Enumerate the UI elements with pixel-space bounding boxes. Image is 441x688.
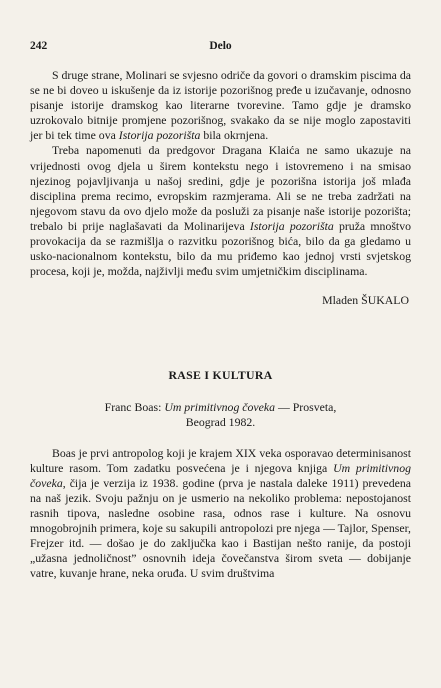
book-citation: Franc Boas: Um primitivnog čoveka — Prosveta,	[104, 399, 337, 414]
paragraph-3: Boas je prvi antropolog koji je krajem XIX veka osporavao determinisanost kulture rasom. Tom zadatku posvećena je i njegova knjiga Um primitivnog čoveka, čija je verzija iz 1938. godine (prva je nastala daleke 1911) prevedena na naš jezik. Svoju pažnju on je usmerio na nekoliko problema: nepostojanost rasnih tipova, nasledne osobine rasa, odnos rase i kulture. Na osnovu mnogobrojnih primera, koje su sakupili antropolozi pre njega — Tajlor, Spenser, Frejzer itd. — došao je do zaključka kao i Bastijan nešto ranije, da postoji „užasna jednoličnost” osnovnih ideja čovečanstva širom sveta — dobijanje vatre, kuvanje hrane, neka oruđa. U svim društvima	[30, 445, 411, 581]
book-citation-publisher: Beograd 1982.	[185, 414, 256, 429]
author-signature: Mladen ŠUKALO	[322, 293, 409, 308]
paragraph-2: Treba napomenuti da predgovor Dragana Klaića ne samo ukazuje na vrijednosti ovog djela u širem kontekstu nego i istovremeno i na smisao njezinog pojavljivanja u našoj sredini, gdje je pozorišna istorija još mlađa disciplina prema recimo, evropskim razmjerama. Ali se ne treba zadržati na njegovom stavu da ovo djelo može da posluži za pisanje naše istorije pozorišta; trebalo bi prije naglašavati da Molinarijeva Istorija pozorišta pruža mnoštvo provokacija da se razmišlja o razvitku pozorišnog bića, bilo da ga gledamo u usko-nacionalnom kontekstu, bilo da mu priđemo kao jednoj vrsti svjetskog procesa, koji je, možda, najživlji među svim umjetničkim disciplinama.	[30, 143, 412, 279]
section-title: RASE I KULTURA	[168, 368, 273, 383]
page-number: 242	[30, 40, 48, 52]
paragraph-1: S druge strane, Molinari se svjesno odriče da govori o dramskim piscima da se ne bi doveo u iskušenje da iz istorije pozorišnog pređe u izučavanje, odnosno pisanje istorije dramskog kao literarne tvorevine. Tamo gdje je dramsko uzrokovalo bitnije promjene pozorišnog, svakako da se nije moglo zapostaviti jer bi tek time ova Istorija pozorišta bila okrnjena.	[30, 68, 411, 143]
running-title: Delo	[209, 40, 232, 52]
page-body	[30, 68, 411, 582]
page-header	[30, 40, 411, 56]
